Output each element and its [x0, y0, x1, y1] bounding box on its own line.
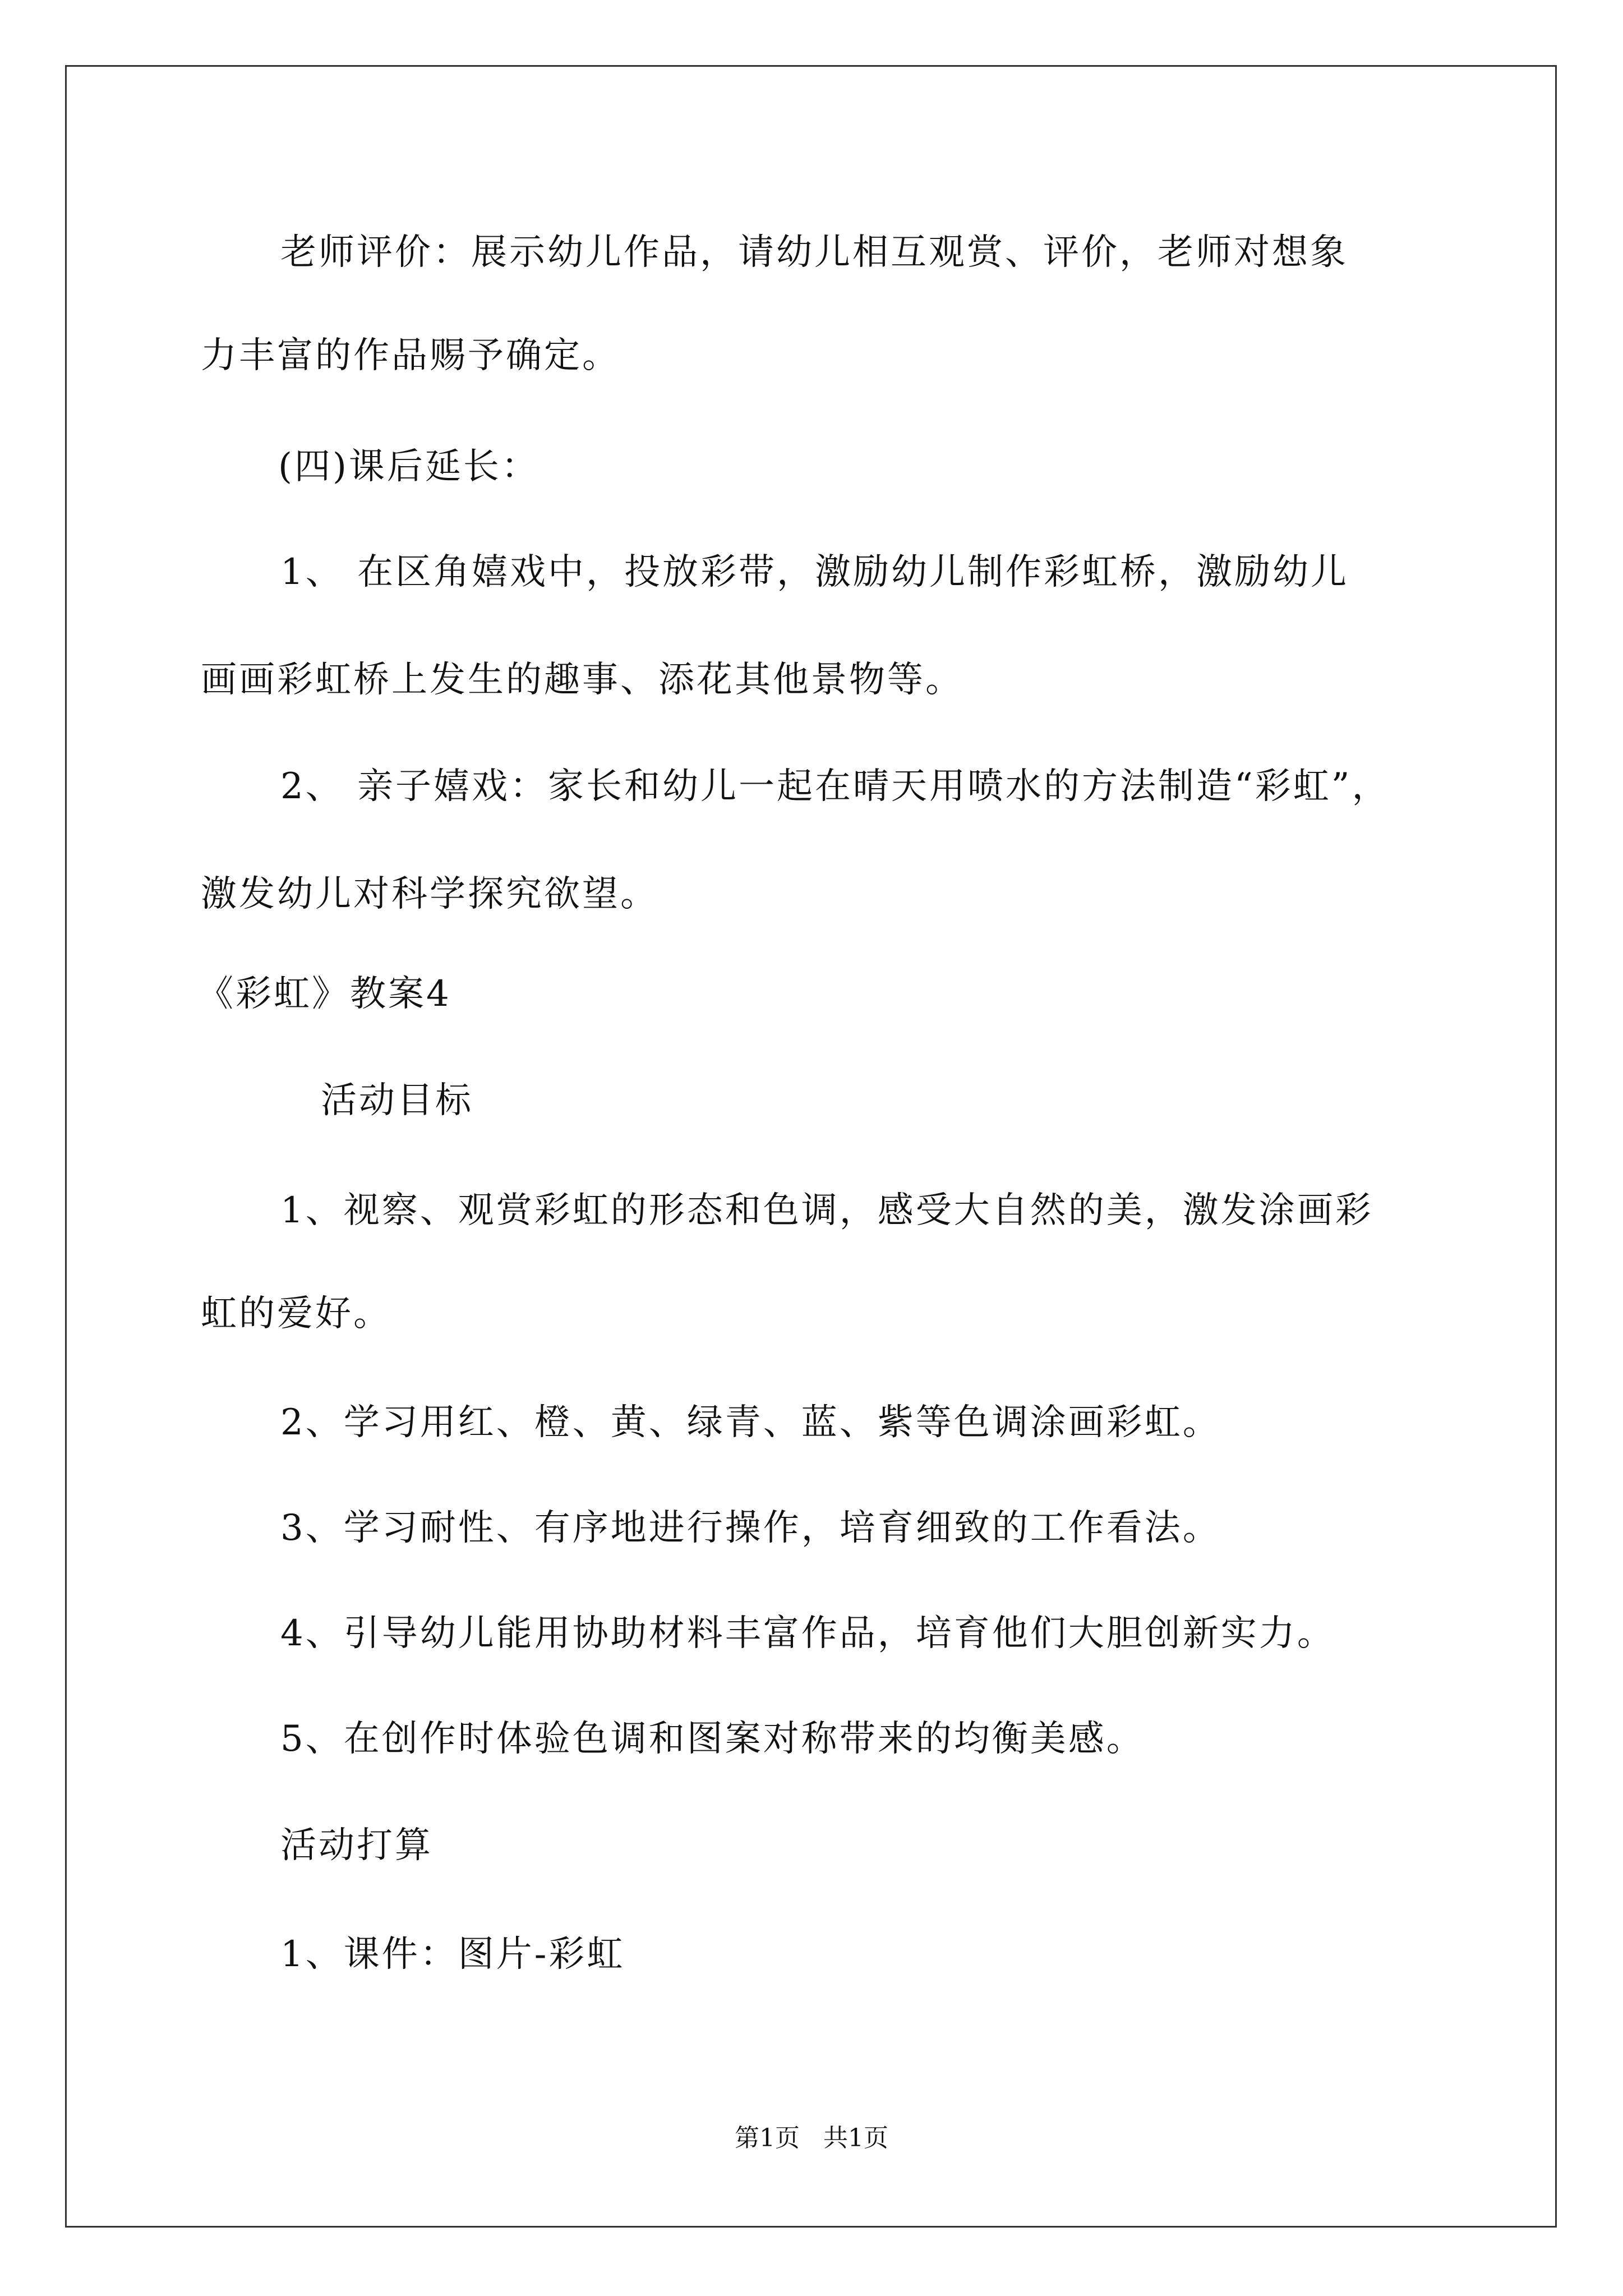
lesson-title: 《彩虹》教案4 [197, 973, 451, 1015]
heading-activity-preparation: 活动打算 [280, 1825, 433, 1866]
goal-1: 1、视察、观赏彩虹的形态和色调，感受大自然的美，激发涂画彩 [280, 1190, 1373, 1231]
goal-3: 3、学习耐性、有序地进行操作，培育细致的工作看法。 [280, 1507, 1221, 1549]
list-item-1-continuation: 画画彩虹桥上发生的趣事、添花其他景物等。 [201, 659, 963, 701]
page-border [65, 65, 1557, 2228]
paragraph-continuation: 力丰富的作品赐予确定。 [201, 335, 620, 376]
goal-5: 5、在创作时体验色调和图案对称带来的均衡美感。 [280, 1718, 1145, 1760]
section-heading-extension: (四)课后延长： [278, 446, 540, 487]
page-total: 共1页 [823, 2124, 888, 2152]
page-number: 第1页 [735, 2124, 800, 2152]
list-item-2-continuation: 激发幼儿对科学探究欲望。 [201, 873, 658, 915]
goal-4: 4、引导幼儿能用协助材料丰富作品，培育他们大胆创新实力。 [280, 1613, 1335, 1654]
goal-1-continuation: 虹的爱好。 [201, 1293, 391, 1335]
list-item-2: 2、 亲子嬉戏：家长和幼儿一起在晴天用喷水的方法制造“彩虹”， [280, 766, 1390, 807]
paragraph-teacher-evaluation: 老师评价：展示幼儿作品，请幼儿相互观赏、评价，老师对想象 [280, 232, 1348, 273]
goal-2: 2、学习用红、橙、黄、绿青、蓝、紫等色调涂画彩虹。 [280, 1402, 1221, 1443]
preparation-item-1: 1、课件：图片-彩虹 [280, 1934, 625, 1975]
page-footer [0, 2126, 1623, 2151]
list-item-1: 1、 在区角嬉戏中，投放彩带，激励幼儿制作彩虹桥，激励幼儿 [280, 551, 1349, 593]
heading-activity-goals: 活动目标 [321, 1080, 473, 1121]
